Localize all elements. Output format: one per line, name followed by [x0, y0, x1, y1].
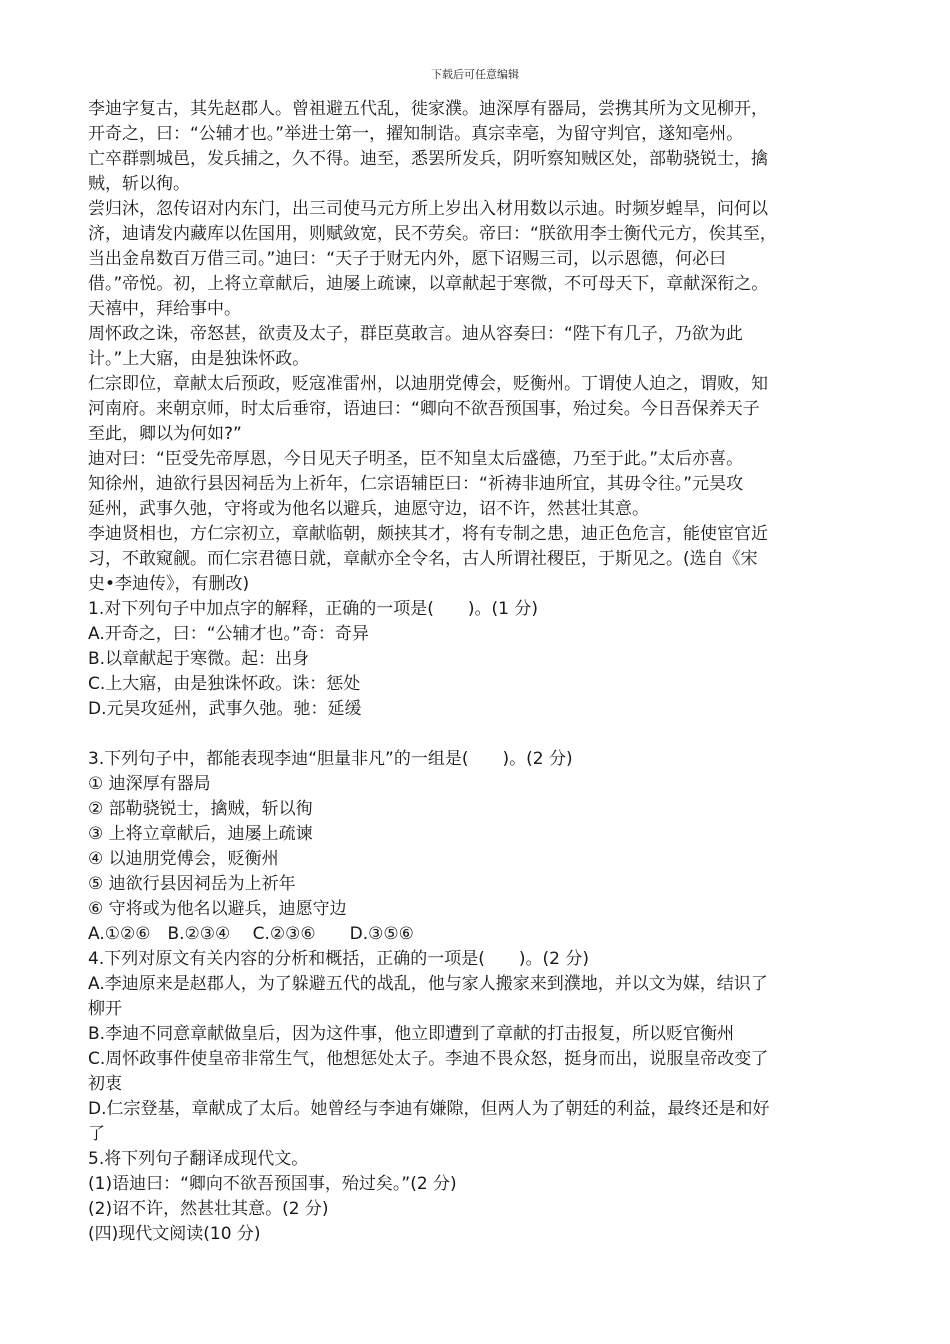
- text-line: 贼，斩以徇。: [88, 174, 190, 194]
- blank-line: [88, 722, 878, 747]
- text-line: 尝归沐，忽传诏对内东门，出三司使马元方所上岁出入材用数以示迪。时频岁蝗旱，问何以: [88, 199, 768, 219]
- text-line: 延州，武事久弛，守将或为他名以避兵，迪愿守边，诏不许，然甚壮其意。: [88, 499, 649, 519]
- text-line: 了: [88, 1124, 105, 1144]
- text-line: 史•李迪传》，有删改): [88, 574, 250, 594]
- text-line: 柳开: [88, 999, 122, 1019]
- text-line: 至此，卿以为何如?”: [88, 424, 242, 444]
- text-line: B.以章献起于寒微。起：出身: [88, 649, 310, 669]
- text-line: 知徐州，迪欲行县因祠岳为上祈年，仁宗语辅臣曰：“祈祷非迪所宜，其毋令往。”元昊攻: [88, 474, 744, 494]
- page-header: 下载后可任意编辑: [431, 68, 519, 81]
- text-line: ⑥ 守将或为他名以避兵，迪愿守边: [88, 899, 347, 919]
- text-line: 初衷: [88, 1074, 122, 1094]
- text-line: 济，迪请发内藏库以佐国用，则赋敛宽，民不劳矣。帝曰：“朕欲用李士衡代元方，俟其至，: [88, 224, 777, 244]
- text-line: A.①②⑥ B.②③④ C.②③⑥ D.③⑤⑥: [88, 924, 414, 944]
- text-line: 借。”帝悦。初，上将立章献后，迪屡上疏谏，以章献起于寒微，不可母天下，章献深衔之。: [88, 274, 769, 294]
- text-line: ③ 上将立章献后，迪屡上疏谏: [88, 824, 313, 844]
- text-line: D.仁宗登基，章献成了太后。她曾经与李迪有嫌隙，但两人为了朝廷的利益，最终还是和好: [88, 1099, 770, 1119]
- text-line: C.上大寤，由是独诛怀政。诛：惩处: [88, 674, 361, 694]
- text-line: 3.下列句子中，都能表现李迪“胆量非凡”的一组是( )。(2 分): [88, 749, 573, 769]
- text-line: B.李迪不同意章献做皇后，因为这件事，他立即遭到了章献的打击报复，所以贬官衡州: [88, 1024, 735, 1044]
- text-line: 当出金帛数百万借三司。”迪曰：“天子于财无内外，愿下诏赐三司，以示恩德，何必曰: [88, 249, 727, 269]
- text-line: 习，不敢窥觎。而仁宗君德日就，章献亦全令名，古人所谓社稷臣，于斯见之。(选自《宋: [88, 549, 758, 569]
- text-line: 计。”上大寤，由是独诛怀政。: [88, 349, 310, 369]
- text-line: C.周怀政事件使皇帝非常生气，他想惩处太子。李迪不畏众怒，挺身而出，说服皇帝改变了: [88, 1049, 769, 1069]
- text-line: 开奇之，曰：“公辅才也。”举进士第一，擢知制诰。真宗幸亳，为留守判官，遂知亳州。: [88, 124, 744, 144]
- text-line: 1.对下列句子中加点字的解释，正确的一项是( )。(1 分): [88, 599, 538, 619]
- text-line: ② 部勒骁锐士，擒贼，斩以徇: [88, 799, 313, 819]
- text-line: ④ 以迪朋党傅会，贬衡州: [88, 849, 279, 869]
- text-line: 5.将下列句子翻译成现代文。: [88, 1149, 309, 1169]
- text-line: D.元昊攻延州，武事久弛。驰：延缓: [88, 699, 362, 719]
- text-line: 4.下列对原文有关内容的分析和概括，正确的一项是( )。(2 分): [88, 949, 589, 969]
- text-line: A.李迪原来是赵郡人，为了躲避五代的战乱，他与家人搬家来到濮地，并以文为媒，结识了: [88, 974, 768, 994]
- text-line: 李迪字复古，其先赵郡人。曾祖避五代乱，徙家濮。迪深厚有器局，尝携其所为文见柳开，: [88, 99, 768, 119]
- text-line: 河南府。来朝京师，时太后垂帘，语迪曰：“卿向不欲吾预国事，殆过矣。今日吾保养天子: [88, 399, 760, 419]
- text-line: 李迪贤相也，方仁宗初立，章献临朝，颇挟其才，将有专制之患，迪正色危言，能使宦官近: [88, 524, 768, 544]
- document-body: [88, 97, 878, 1247]
- text-line: (2)诏不许，然甚壮其意。(2 分): [88, 1199, 329, 1219]
- text-line: (1)语迪曰：“卿向不欲吾预国事，殆过矣。”(2 分): [88, 1174, 457, 1194]
- text-line: (四)现代文阅读(10 分): [88, 1224, 261, 1244]
- text-line: ⑤ 迪欲行县因祠岳为上祈年: [88, 874, 296, 894]
- text-line: 亡卒群剽城邑，发兵捕之，久不得。迪至，悉罢所发兵，阴听察知贼区处，部勒骁锐士，擒: [88, 149, 768, 169]
- text-line: ① 迪深厚有器局: [88, 774, 211, 794]
- text-line: 天禧中，拜给事中。: [88, 299, 241, 319]
- text-line: 周怀政之诛，帝怒甚，欲责及太子，群臣莫敢言。迪从容奏曰：“陛下有几子，乃欲为此: [88, 324, 743, 344]
- text-line: 迪对曰：“臣受先帝厚恩，今日见天子明圣，臣不知皇太后盛德，乃至于此。”太后亦喜。: [88, 449, 744, 469]
- text-line: A.开奇之，曰：“公辅才也。”奇：奇异: [88, 624, 369, 644]
- text-line: 仁宗即位，章献太后预政，贬寇准雷州，以迪朋党傅会，贬衡州。丁谓使人迫之，谓败，知: [88, 374, 768, 394]
